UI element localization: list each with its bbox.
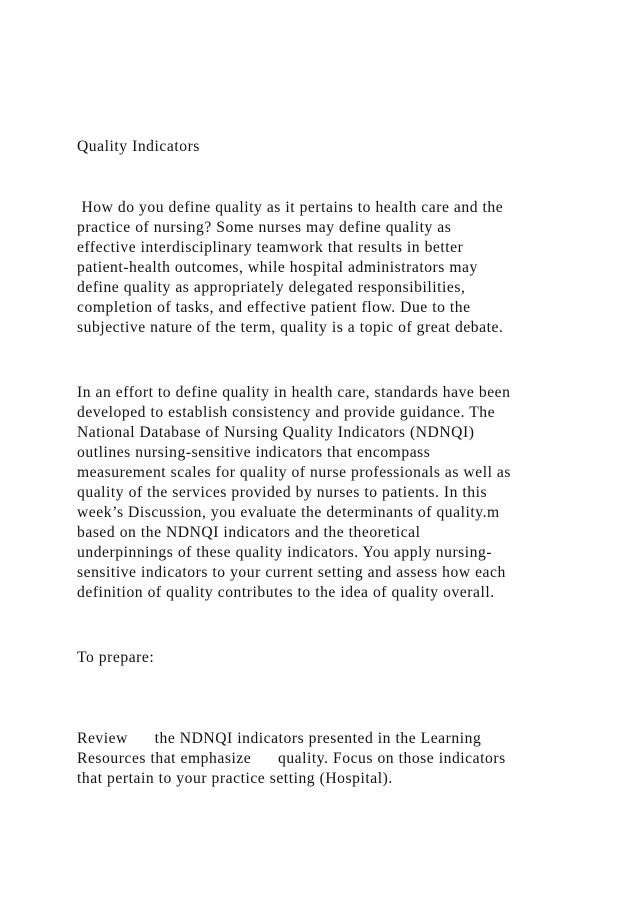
paragraph-line: define quality as appropriately delegated responsibilities, bbox=[77, 279, 466, 296]
paragraph-line: effective interdisciplinary teamwork that results in better bbox=[77, 239, 464, 256]
paragraph-line: underpinnings of these quality indicators. You apply nursing- bbox=[77, 544, 493, 561]
review-paragraph bbox=[77, 729, 597, 789]
paragraph-line: based on the NDNQI indicators and the theoretical bbox=[77, 524, 421, 541]
document-title bbox=[77, 137, 597, 157]
paragraph-line: sensitive indicators to your current setting and assess how each bbox=[77, 564, 506, 581]
paragraph-line: In an effort to define quality in health care, standards have been bbox=[77, 384, 511, 401]
standards-paragraph bbox=[77, 383, 597, 603]
title-line: Quality Indicators bbox=[77, 138, 200, 155]
paragraph-line: patient-health outcomes, while hospital administrators may bbox=[77, 259, 478, 276]
paragraph-line: Resources that emphasize quality. Focus on those indicators bbox=[77, 750, 506, 767]
paragraph-line: National Database of Nursing Quality Indicators (NDNQI) bbox=[77, 424, 475, 441]
prepare-heading-line: To prepare: bbox=[77, 649, 155, 666]
paragraph-line: quality of the services provided by nurses to patients. In this bbox=[77, 484, 488, 501]
paragraph-line: measurement scales for quality of nurse professionals as well as bbox=[77, 464, 512, 481]
paragraph-line: week’s Discussion, you evaluate the determinants of quality.m bbox=[77, 504, 500, 521]
paragraph-line: outlines nursing-sensitive indicators that encompass bbox=[77, 444, 431, 461]
prepare-heading bbox=[77, 648, 597, 668]
paragraph-line: developed to establish consistency and provide guidance. The bbox=[77, 404, 496, 421]
intro-paragraph bbox=[77, 198, 597, 338]
paragraph-line: that pertain to your practice setting (Hospital). bbox=[77, 770, 393, 787]
paragraph-line: definition of quality contributes to the idea of quality overall. bbox=[77, 584, 495, 601]
paragraph-line: practice of nursing? Some nurses may define quality as bbox=[77, 219, 452, 236]
paragraph-line: completion of tasks, and effective patient flow. Due to the bbox=[77, 299, 471, 316]
paragraph-line: subjective nature of the term, quality is a topic of great debate. bbox=[77, 319, 504, 336]
paragraph-line: Review the NDNQI indicators presented in the Learning bbox=[77, 730, 482, 747]
paragraph-line: How do you define quality as it pertains to health care and the bbox=[77, 199, 504, 216]
